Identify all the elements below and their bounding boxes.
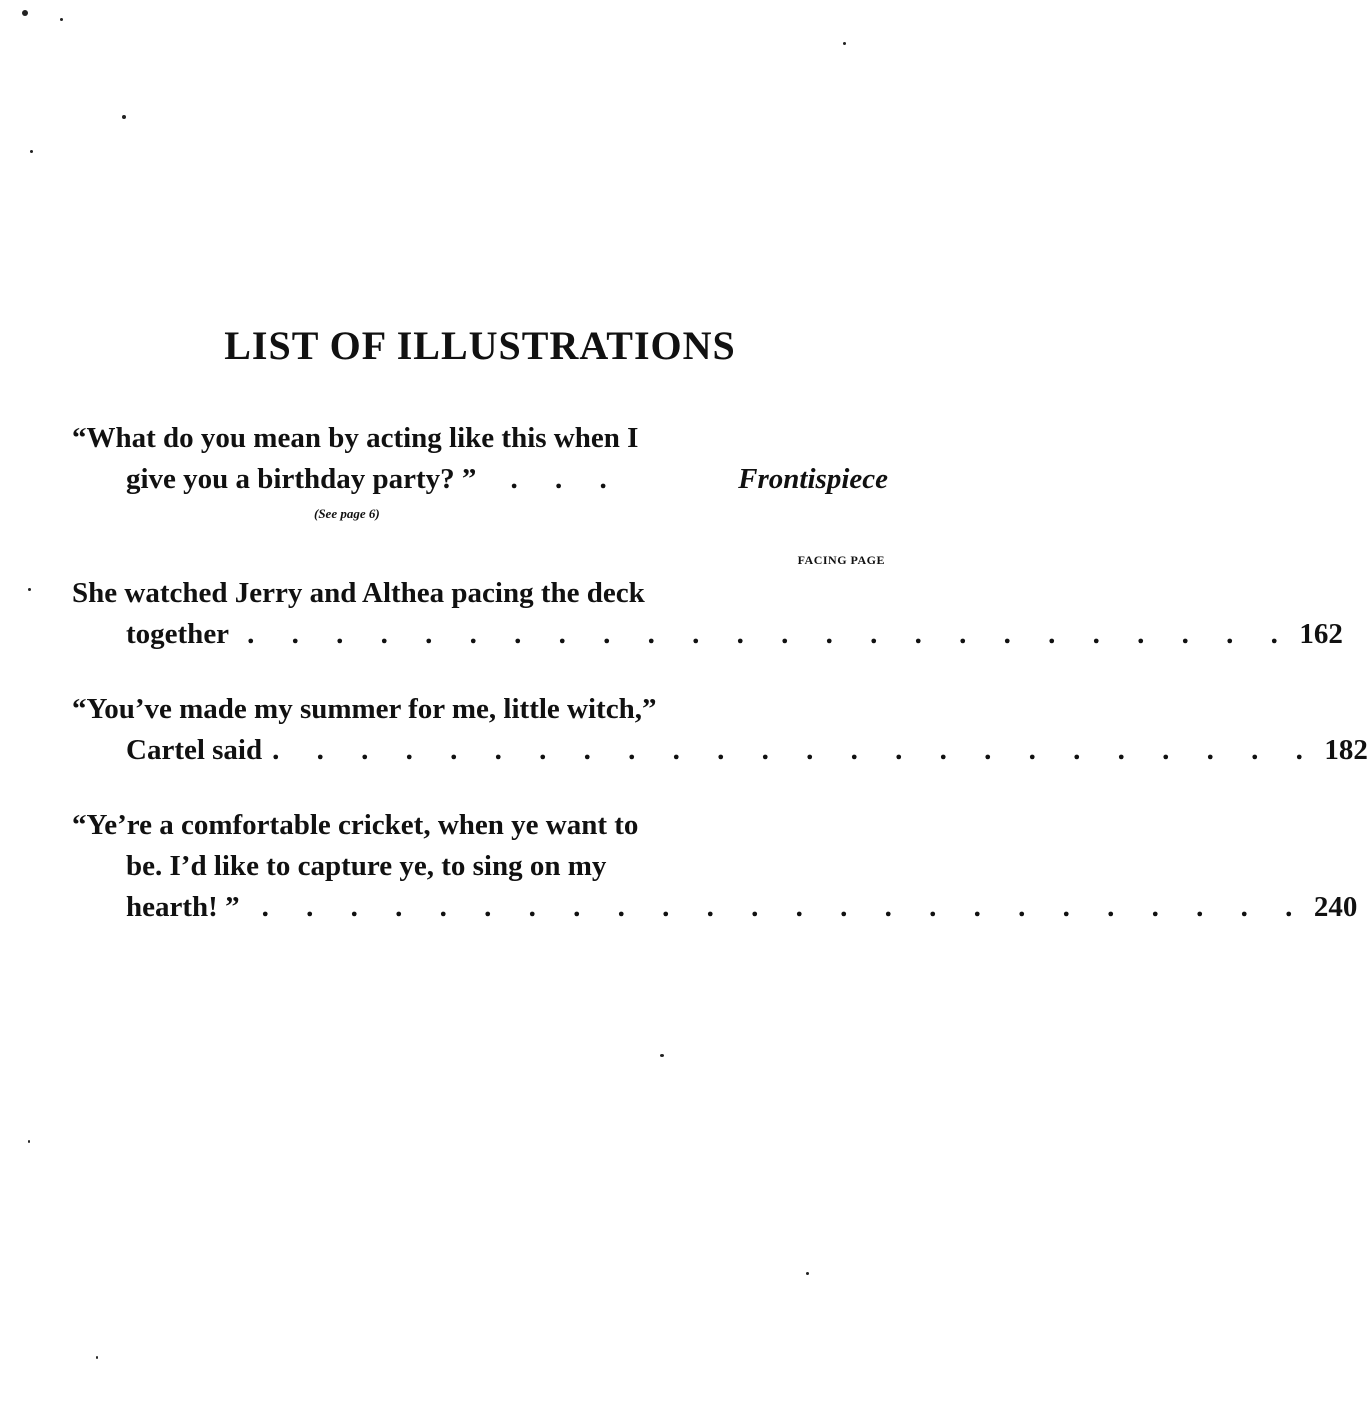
entry-caption-text: together bbox=[126, 618, 230, 650]
entry-page-number: 240 bbox=[1313, 891, 1358, 923]
see-page-note: (See page 6) bbox=[314, 506, 380, 521]
scan-speck bbox=[660, 1054, 664, 1057]
illustration-entry bbox=[72, 805, 1358, 928]
entry-caption-line: be. I’d like to capture ye, to sing on my bbox=[126, 850, 607, 882]
scan-speck bbox=[806, 1272, 809, 1275]
illustration-entry bbox=[72, 418, 888, 500]
scan-speck bbox=[22, 10, 28, 16]
scan-speck bbox=[30, 150, 33, 153]
scan-speck bbox=[843, 42, 846, 45]
page-title: LIST OF ILLUSTRATIONS bbox=[224, 323, 736, 368]
entry-page-number: 162 bbox=[1299, 618, 1343, 650]
entry-caption-line bbox=[72, 614, 1343, 655]
entry-page-number: 182 bbox=[1324, 734, 1368, 766]
entry-page-ref: Frontispiece bbox=[738, 463, 888, 495]
scan-speck bbox=[60, 18, 63, 21]
leader-dots: . . . bbox=[510, 463, 622, 495]
entry-caption-text: hearth! ” bbox=[126, 891, 240, 923]
entry-caption-text: Cartel said bbox=[126, 734, 263, 766]
facing-page-label: FACING PAGE bbox=[797, 553, 885, 567]
scan-speck bbox=[122, 115, 126, 119]
leader-dots: . . . . . . . . . . . . . . . . . . . . . . . . bbox=[261, 891, 1308, 923]
entry-caption-line: “Ye’re a comfortable cricket, when ye want to bbox=[72, 809, 639, 841]
leader-dots: . . . . . . . . . . . . . . . . . . . . . . . . bbox=[272, 734, 1318, 766]
scan-speck bbox=[96, 1356, 98, 1359]
entry-caption-line: She watched Jerry and Althea pacing the deck bbox=[72, 577, 645, 609]
illustration-entry bbox=[72, 689, 1368, 771]
entry-caption-text: give you a birthday party? ” bbox=[126, 463, 477, 495]
scan-speck bbox=[28, 1140, 30, 1143]
entry-caption-line: “What do you mean by acting like this when I bbox=[72, 422, 639, 454]
illustration-entry bbox=[72, 573, 1343, 655]
scan-speck bbox=[28, 588, 31, 591]
entry-caption-line bbox=[72, 730, 1368, 771]
entry-caption-line: “You’ve made my summer for me, little witch,” bbox=[72, 693, 657, 725]
leader-dots: . . . . . . . . . . . . . . . . . . . . . . . . bbox=[247, 618, 1293, 650]
entry-caption-line bbox=[72, 459, 888, 500]
entry-caption-line bbox=[72, 887, 1358, 928]
